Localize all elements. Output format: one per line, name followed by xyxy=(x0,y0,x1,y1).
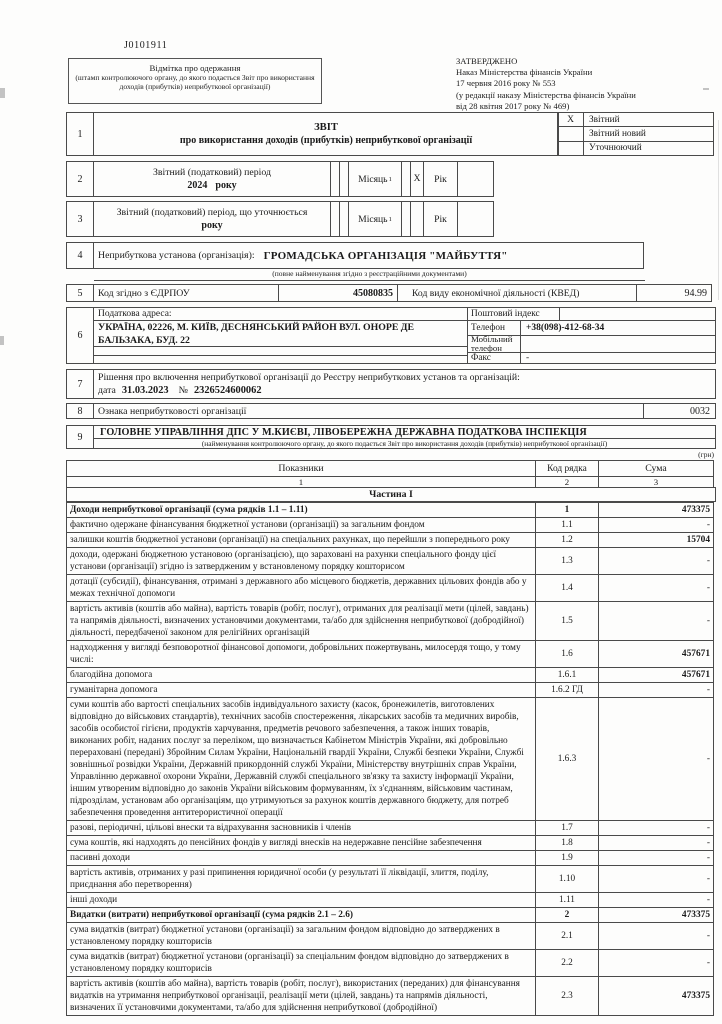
kved-value: 94.99 xyxy=(636,284,712,302)
row-nonprofit-code xyxy=(66,403,716,419)
report-title-line2: про використання доходів (прибутків) неприбуткової організації xyxy=(179,135,473,146)
header-row-code: Код рядка xyxy=(535,460,599,477)
year-checkbox xyxy=(410,201,424,237)
row-indicator-text: Доходи неприбуткової організації (сума рядків 1.1 – 1.11) xyxy=(66,502,536,518)
row-address xyxy=(66,307,716,364)
row-number: 8 xyxy=(66,403,94,419)
currency-note: (грн) xyxy=(698,450,714,459)
table-row xyxy=(66,547,716,575)
checkbox-zvitnyi-novyi xyxy=(557,126,584,141)
row-sum: - xyxy=(598,865,714,893)
report-type-option xyxy=(558,112,714,127)
col-number: 1 xyxy=(66,476,536,488)
table-row xyxy=(66,601,716,641)
scan-artifact xyxy=(0,88,5,98)
row-number: 6 xyxy=(66,307,94,364)
row-indicator-text: сума видатків (витрат) бюджетної установи (організації) за загальним фондом відповідно до затверджених в установленому порядку кошторисів xyxy=(66,922,536,950)
period-cell xyxy=(93,201,331,237)
address-value: УКРАЇНА, 02226, М. КИЇВ, ДЕСНЯНСЬКИЙ РАЙОН ВУЛ. ОНОРЕ ДЕ БАЛЬЗАКА, БУД. 22 xyxy=(94,321,467,347)
organization-caption: (повне найменування згідно з реєстраційними документами) xyxy=(94,269,645,281)
form-body xyxy=(66,112,716,1016)
kved-label: Код виду економічної діяльності (КВЕД) xyxy=(397,284,637,302)
stamp-subtitle: (штамп контролюючого органу, до якого подається Звіт про використання доходів (прибутків) неприбуткової організації) xyxy=(75,73,315,92)
year-checkbox: X xyxy=(410,161,424,197)
year-label-cell: Рік xyxy=(423,201,458,237)
phone-label: Телефон xyxy=(468,321,521,335)
row-number: 3 xyxy=(66,201,94,237)
row-indicator-text: Видатки (витрати) неприбуткової організації (сума рядків 2.1 – 2.6) xyxy=(66,907,536,923)
row-code: 1.8 xyxy=(535,835,599,851)
row-organization xyxy=(66,242,716,281)
approved-line: Наказ Міністерства фінансів України xyxy=(456,67,593,78)
authority-name: ГОЛОВНЕ УПРАВЛІННЯ ДПС У М.КИЄВІ, ЛІВОБЕРЕЖНА ДЕРЖАВНА ПОДАТКОВА ІНСПЕКЦІЯ xyxy=(94,426,715,439)
row-indicator-text: гуманітарна допомога xyxy=(66,682,536,698)
fax-value: - xyxy=(526,353,530,363)
fax-label: Факс xyxy=(468,353,521,363)
row-indicator-text: дотації (субсидії), фінансування, отримані з державного або місцевого бюджетів, державних цільових фондів або у межах технічної допомоги xyxy=(66,574,536,602)
empty-cell xyxy=(457,161,494,197)
row-code: 1.6 xyxy=(535,640,599,668)
checkbox-label: Звітний новий xyxy=(583,126,714,141)
report-type-checkboxes xyxy=(558,112,714,156)
table-section-row xyxy=(66,487,716,502)
row-indicator-text: разові, періодичні, цільові внески та відрахування засновників і членів xyxy=(66,820,536,836)
row-code: 1.7 xyxy=(535,820,599,836)
row-code: 1.10 xyxy=(535,865,599,893)
empty-cell xyxy=(457,201,494,237)
row-sum: - xyxy=(598,682,714,698)
row-indicator-text: сума коштів, які надходять до пенсійних фондів у вигляді внесків на недержавне пенсійне забезпечення xyxy=(66,835,536,851)
month-label: Місяць xyxy=(358,213,388,225)
report-table xyxy=(66,460,716,1016)
checkbox-utochniuiuchyi xyxy=(557,141,584,156)
table-row xyxy=(66,682,716,698)
row-sum: 473375 xyxy=(598,976,714,1016)
table-row xyxy=(66,922,716,950)
authority-cell xyxy=(93,425,716,449)
decision-number: 2326524600062 xyxy=(193,384,262,396)
row-sum: - xyxy=(598,820,714,836)
row-code: 1.3 xyxy=(535,547,599,575)
row-reporting-period xyxy=(66,161,716,197)
table-row xyxy=(66,640,716,668)
row-indicator-text: надходження у вигляді безповоротної фінансової допомоги, добровільних пожертвувань, милосердя тощо, у тому числі: xyxy=(66,640,536,668)
row-indicator-text: вартість активів (коштів або майна), вартість товарів (робіт, послуг), використаних (переданих) для фінансування видатків на утримання неприбуткової організації, реалізації мети (цілей, завдань) та напрямів діяльності, визначених її установчими документами, та/або для здійснення неприбуткової (добродійної) xyxy=(66,976,536,1016)
receipt-stamp-box xyxy=(68,58,322,104)
row-indicator-text: доходи, одержані бюджетною установою (організацією), що зараховані на рахунки спеціального фонду цієї установи (організації) згідно із затвердженим у встановленому порядку кошторисом xyxy=(66,547,536,575)
row-code: 2.3 xyxy=(535,976,599,1016)
table-row xyxy=(66,907,716,923)
col-number: 3 xyxy=(598,476,714,488)
col-number: 2 xyxy=(535,476,599,488)
row-code: 1.6.1 xyxy=(535,667,599,683)
fax-row xyxy=(468,353,715,363)
address-label: Податкова адреса: xyxy=(94,308,467,321)
table-row xyxy=(66,502,716,518)
decision-values xyxy=(98,385,711,398)
organization-cell xyxy=(93,242,644,269)
scan-artifact xyxy=(0,336,4,345)
row-sum: 473375 xyxy=(598,907,714,923)
checkbox-label: Звітний xyxy=(583,112,714,127)
row-indicator-text: залишки коштів бюджетної установи (організації) на спеціальних рахунках, що перейшли з попереднього року xyxy=(66,532,536,548)
row-number: 5 xyxy=(66,284,94,302)
report-type-option xyxy=(558,141,714,156)
row-indicator-text: інші доходи xyxy=(66,892,536,908)
row-code: 2.2 xyxy=(535,949,599,977)
row-sum: 15704 xyxy=(598,532,714,548)
row-code: 1.2 xyxy=(535,532,599,548)
table-header-row xyxy=(66,460,716,477)
mobile-row xyxy=(468,336,715,353)
year-suffix: року xyxy=(215,179,237,191)
table-row xyxy=(66,667,716,683)
row-sum: 473375 xyxy=(598,502,714,518)
table-row xyxy=(66,574,716,602)
row-indicator-text: сума видатків (витрат) бюджетної установи (організації) за спеціальним фондом відповідно до затверджених в установленому порядку кошторисів xyxy=(66,949,536,977)
scan-artifact xyxy=(718,120,719,300)
decision-date: 31.03.2023 xyxy=(121,384,169,396)
approved-line: (у редакції наказу Міністерства фінансів України xyxy=(456,89,636,100)
footnote-mark: 1 xyxy=(388,175,392,183)
table-row xyxy=(66,820,716,836)
row-registry-decision xyxy=(66,369,716,399)
number-sign: № xyxy=(178,384,188,396)
row-indicator-text: суми коштів або вартості спеціальних засобів індивідуального захисту (касок, бронежилетів, виготовлених відповідно до військових стандартів), технічних засобів спостереження, лікарських засобів та медичних виробів, засобів особистої гігієни, продуктів харчування, предметів речового забезпечення, а також інших товарів, виконаних робіт, наданих послуг за переліком, що визначається Кабінетом Міністрів України, які добровільно перераховані (передані) Збройним Силам України, Національній гвардії України, Службі безпеки України, Службі зовнішньої розвідки України, Державній прикордонній службі України, Міністерству внутрішніх справ України, Управлінню державної охорони України, Державній службі спеціального зв'язку та захисту інформації України, іншим утвореним відповідно до законів України військовим формуванням, їх з'єднанням, військовим частинам, підрозділам, установам або організаціям, що утримуються за рахунок коштів державного бюджету, для потреб забезпечення проведення антитерористичної операції xyxy=(66,697,536,821)
stamp-title: Відмітка про одержання xyxy=(149,63,241,73)
row-number: 7 xyxy=(66,369,94,399)
row-indicator-text: фактично одержане фінансування бюджетної установи (організації) за загальним фондом xyxy=(66,517,536,533)
section-title: Частина I xyxy=(66,487,716,502)
row-sum: - xyxy=(598,601,714,641)
row-report-title xyxy=(66,112,716,156)
contacts-block xyxy=(467,307,716,364)
row-sum: - xyxy=(598,835,714,851)
row-sum: 457671 xyxy=(598,640,714,668)
approved-block xyxy=(456,56,712,112)
month-label: Місяць xyxy=(358,173,388,185)
table-row xyxy=(66,697,716,821)
decision-label: Рішення про включення неприбуткової організації до Реєстру неприбуткових установ та організацій: xyxy=(98,372,520,383)
row-sum: - xyxy=(598,949,714,977)
table-row xyxy=(66,892,716,908)
row-sum: - xyxy=(598,892,714,908)
row-indicator-text: вартість активів (коштів або майна), вартість товарів (робіт, послуг), отриманих для реалізації мети (цілей, завдань) та напрямів діяльності, визначених установчими документами, та/або для здійснення неприбуткової (добродійної) діяльності, передбаченої законом для релігійних організацій xyxy=(66,601,536,641)
edrpou-label: Код згідно з ЄДРПОУ xyxy=(93,284,279,302)
row-code: 1.11 xyxy=(535,892,599,908)
table-row xyxy=(66,976,716,1016)
row-number: 4 xyxy=(66,242,94,269)
row-code: 1.6.3 xyxy=(535,697,599,821)
year-suffix: року xyxy=(201,219,223,231)
row-sum: - xyxy=(598,574,714,602)
row-code: 2.1 xyxy=(535,922,599,950)
decision-cell xyxy=(93,369,716,399)
period-year xyxy=(94,179,330,192)
period-cell xyxy=(93,161,331,197)
row-number: 9 xyxy=(66,425,94,449)
checkbox-label: Уточнюючий xyxy=(583,141,714,156)
form-code: J0101911 xyxy=(124,40,168,51)
nonprofit-code-value: 0032 xyxy=(643,403,716,419)
row-code: 1 xyxy=(535,502,599,518)
checkbox-zvitnyi: X xyxy=(557,112,584,127)
period-label: Звітний (податковий) період xyxy=(153,166,271,178)
footnote-mark: 1 xyxy=(388,215,392,223)
empty-cell xyxy=(94,347,467,356)
row-number: 1 xyxy=(66,112,94,156)
report-table-body xyxy=(66,502,716,1016)
row-clarified-period xyxy=(66,201,716,237)
period-label: Звітний (податковий) період, що уточнюється xyxy=(116,206,308,218)
row-number: 2 xyxy=(66,161,94,197)
address-block xyxy=(93,307,468,364)
year-value: 2024 xyxy=(187,179,208,191)
table-row xyxy=(66,865,716,893)
mobile-value xyxy=(521,336,715,352)
header-sum: Сума xyxy=(598,460,714,477)
organization-name: ГРОМАДСЬКА ОРГАНІЗАЦІЯ "МАЙБУТТЯ" xyxy=(263,249,508,262)
postal-row xyxy=(468,308,715,321)
mobile-label: Мобільний телефон xyxy=(468,336,521,352)
row-sum: 457671 xyxy=(598,667,714,683)
table-row xyxy=(66,949,716,977)
nonprofit-code-label: Ознака неприбутковості організації xyxy=(93,403,644,419)
approved-line: ЗАТВЕРДЖЕНО xyxy=(456,56,518,66)
row-code: 2 xyxy=(535,907,599,923)
report-type-option xyxy=(558,126,714,141)
header-indicators: Показники xyxy=(66,460,536,477)
row-sum: - xyxy=(598,517,714,533)
postal-label: Поштовий індекс xyxy=(468,308,560,320)
approved-line: від 28 квітня 2017 року № 469) xyxy=(456,100,570,111)
organization-label: Неприбуткова установа (організація): xyxy=(98,250,255,261)
approved-line: 17 червня 2016 року № 553 xyxy=(456,78,556,89)
row-code: 1.9 xyxy=(535,850,599,866)
row-sum: - xyxy=(598,850,714,866)
row-indicator-text: пасивні доходи xyxy=(66,850,536,866)
row-code: 1.6.2 ГД xyxy=(535,682,599,698)
authority-caption: (найменування контролюючого органу, до якого подається Звіт про використання доходів (прибутків) неприбуткової організації) xyxy=(201,439,608,448)
row-code: 1.4 xyxy=(535,574,599,602)
report-title xyxy=(93,112,559,156)
empty-cell xyxy=(94,356,467,363)
table-row xyxy=(66,532,716,548)
postal-value xyxy=(560,308,715,320)
edrpou-value: 45080835 xyxy=(278,284,398,302)
row-indicator-text: благодійна допомога xyxy=(66,667,536,683)
row-sum: - xyxy=(598,547,714,575)
month-label-cell xyxy=(348,201,402,237)
date-label: дата xyxy=(98,384,116,396)
row-authority xyxy=(66,425,716,449)
table-row xyxy=(66,517,716,533)
report-title-line1: ЗВІТ xyxy=(314,122,338,133)
period-year xyxy=(94,219,330,232)
table-row xyxy=(66,835,716,851)
row-indicator-text: вартість активів, отриманих у разі припинення юридичної особи (у результаті її ліквідації, злиття, поділу, приєднання або перетворення) xyxy=(66,865,536,893)
row-sum: - xyxy=(598,922,714,950)
row-sum: - xyxy=(598,697,714,821)
row-code: 1.1 xyxy=(535,517,599,533)
year-label-cell: Рік xyxy=(423,161,458,197)
row-code: 1.5 xyxy=(535,601,599,641)
table-row xyxy=(66,850,716,866)
row-codes xyxy=(66,284,716,302)
month-label-cell xyxy=(348,161,402,197)
phone-value: +38(098)-412-68-34 xyxy=(526,322,605,333)
